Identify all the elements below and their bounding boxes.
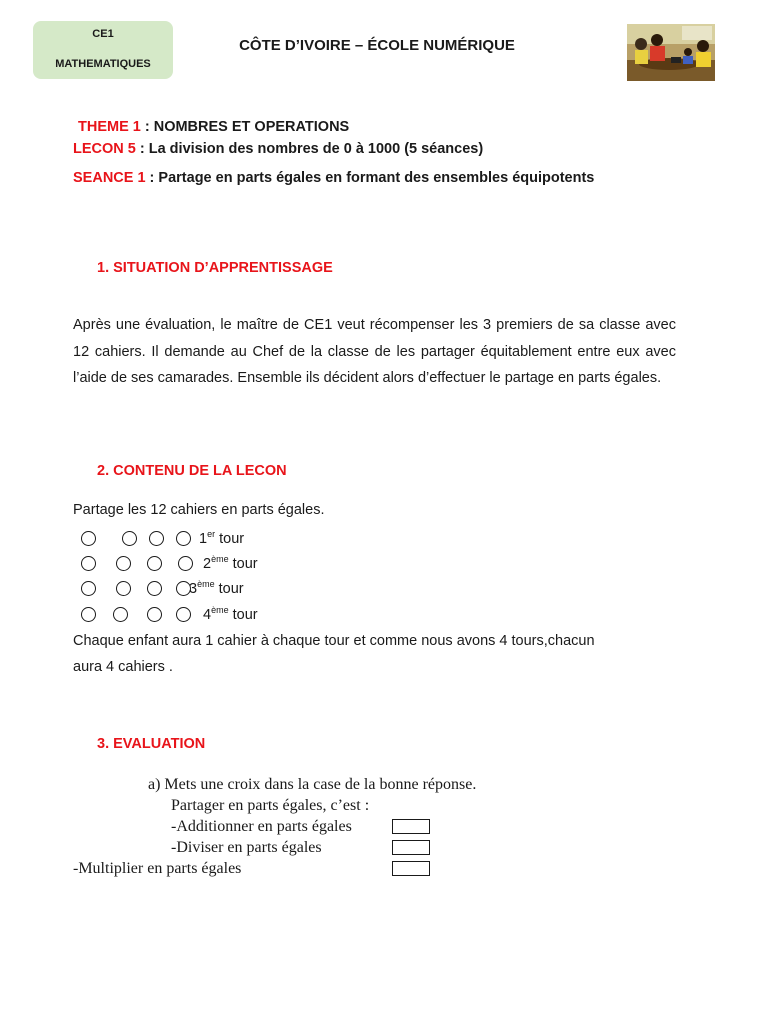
notebook-circle xyxy=(116,581,131,596)
site-title: CÔTE D’IVOIRE – ÉCOLE NUMÉRIQUE xyxy=(239,37,515,54)
answer-checkbox-multiplier[interactable] xyxy=(392,861,430,876)
notebook-circle xyxy=(149,531,164,546)
evaluation-prompt: Partager en parts égales, c’est : xyxy=(171,797,370,814)
seance-text: : Partage en parts égales en formant des ensembles équipotents xyxy=(145,170,595,186)
notebook-circle xyxy=(176,531,191,546)
subject-label: MATHEMATIQUES xyxy=(55,58,151,70)
notebook-circle xyxy=(122,531,137,546)
grade-label: CE1 xyxy=(92,28,114,40)
situation-paragraph: Après une évaluation, le maître de CE1 veut récompenser les 3 premiers de sa classe avec 12 cahiers. Il demande au Chef de la classe de les partager équitablement entre eux avec l’aide de ses camarades. Ensemble ils décident alors d’effectuer le partage en parts égales. xyxy=(73,317,676,386)
option-additionner: -Additionner en parts égales xyxy=(171,818,352,835)
lecon-text: : La division des nombres de 0 à 1000 (5 séances) xyxy=(135,141,484,157)
section-title-situation: 1. SITUATION D’APPRENTISSAGE xyxy=(97,260,333,276)
tour-row-4 xyxy=(81,605,381,627)
tour-row-2 xyxy=(81,554,381,576)
option-diviser: -Diviser en parts égales xyxy=(171,839,322,856)
notebook-circle xyxy=(176,607,191,622)
answer-checkbox-additionner[interactable] xyxy=(392,819,430,834)
notebook-circle xyxy=(147,556,162,571)
theme-heading xyxy=(78,119,349,135)
tour-row-3 xyxy=(81,579,381,601)
notebook-circle xyxy=(147,581,162,596)
notebook-circle xyxy=(81,556,96,571)
notebook-circle xyxy=(81,581,96,596)
seance-heading xyxy=(73,170,594,186)
contenu-conclusion-line-1: Chaque enfant aura 1 cahier à chaque tour et comme nous avons 4 tours,chacun xyxy=(73,633,595,649)
tour-label: 4ème tour xyxy=(203,605,258,623)
theme-text: : NOMBRES ET OPERATIONS xyxy=(140,119,350,135)
option-multiplier: -Multiplier en parts égales xyxy=(73,860,242,877)
grade-badge xyxy=(33,21,173,79)
contenu-intro: Partage les 12 cahiers en parts égales. xyxy=(73,502,325,518)
notebook-circle xyxy=(116,556,131,571)
section-title-evaluation: 3. EVALUATION xyxy=(97,736,206,752)
notebook-circle xyxy=(178,556,193,571)
tour-row-1 xyxy=(81,529,381,551)
lecon-heading xyxy=(73,141,483,157)
seance-label: SEANCE 1 xyxy=(73,170,146,186)
tour-label: 2ème tour xyxy=(203,554,258,572)
notebook-circle xyxy=(81,531,96,546)
notebook-circle xyxy=(113,607,128,622)
tour-label: 1er tour xyxy=(199,529,245,547)
contenu-conclusion-line-2: aura 4 cahiers . xyxy=(73,659,173,675)
evaluation-question: a) Mets une croix dans la case de la bonne réponse. xyxy=(148,776,477,793)
classroom-photo xyxy=(627,24,715,81)
tour-label: 3ème tour xyxy=(189,579,244,597)
lecon-label: LECON 5 xyxy=(73,141,136,157)
theme-label: THEME 1 xyxy=(78,119,141,135)
answer-checkbox-diviser[interactable] xyxy=(392,840,430,855)
notebook-circle xyxy=(147,607,162,622)
notebook-circle xyxy=(81,607,96,622)
section-title-contenu: 2. CONTENU DE LA LECON xyxy=(97,463,287,479)
